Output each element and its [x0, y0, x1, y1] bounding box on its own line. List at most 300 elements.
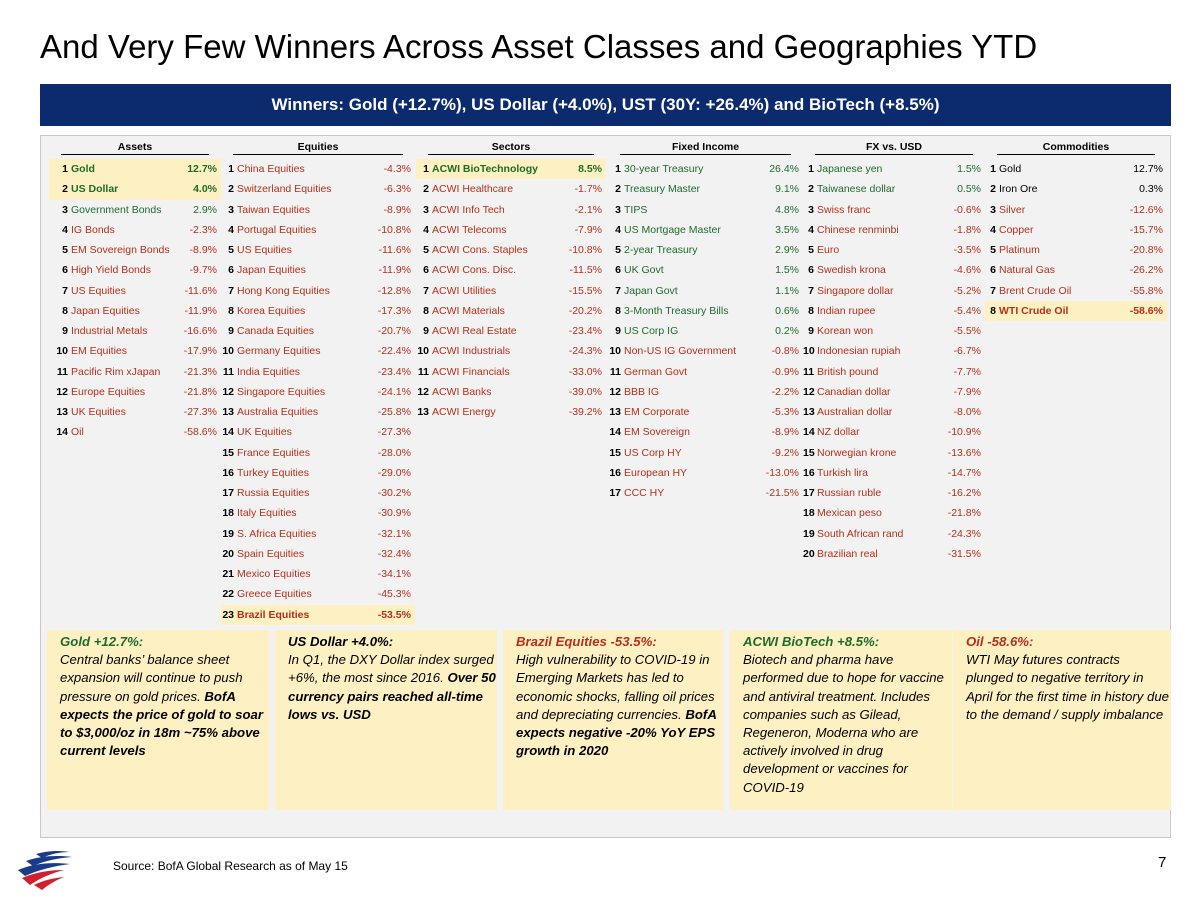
row-value: -13.6%: [947, 446, 981, 459]
ranking-row: [221, 443, 415, 463]
row-rank: 13: [417, 406, 429, 419]
row-name: Korea Equities: [237, 304, 306, 317]
ranking-row: [803, 382, 985, 402]
row-value: -22.4%: [377, 345, 411, 358]
note-emphasis: BofA expects negative -20% YoY EPS growth in 2020: [516, 706, 717, 759]
row-value: -5.2%: [953, 284, 981, 297]
row-rank: 5: [423, 244, 429, 257]
note-heading: Brazil Equities -53.5%:: [516, 634, 657, 649]
row-name: Silver: [999, 203, 1026, 216]
row-name: Japan Equities: [71, 304, 140, 317]
row-value: -7.9%: [574, 223, 602, 236]
row-name: EM Sovereign: [624, 426, 690, 439]
row-value: 2.9%: [775, 244, 799, 257]
row-name: ACWI Banks: [432, 385, 492, 398]
row-name: Taiwanese dollar: [817, 183, 896, 196]
ranking-row: [221, 159, 415, 179]
row-rank: 16: [609, 466, 621, 479]
ranking-row: [608, 159, 803, 179]
row-name: ACWI Telecoms: [432, 223, 507, 236]
ranking-row: [608, 240, 803, 260]
row-name: Singapore dollar: [817, 284, 894, 297]
row-rank: 21: [222, 568, 234, 581]
row-rank: 4: [808, 223, 814, 236]
row-name: ACWI Real Estate: [432, 325, 517, 338]
row-name: Iron Ore: [999, 183, 1038, 196]
ranking-row: [985, 179, 1167, 199]
row-name: UK Equities: [237, 426, 292, 439]
row-rank: 8: [808, 304, 814, 317]
row-value: -32.1%: [377, 527, 411, 540]
page-number: 7: [1158, 854, 1167, 871]
row-rank: 2: [615, 183, 621, 196]
ranking-row: [416, 159, 606, 179]
row-name: US Equities: [71, 284, 126, 297]
row-value: -16.6%: [183, 325, 217, 338]
ranking-row: [608, 301, 803, 321]
row-name: France Equities: [237, 446, 310, 459]
row-value: -11.6%: [378, 244, 411, 257]
row-rank: 3: [990, 203, 996, 216]
ranking-row: [803, 301, 985, 321]
note-sentence: WTI May futures contracts plunged to negative territory in April for the first time in history due to the demand / supply imbalance: [966, 652, 1170, 722]
ranking-row: [608, 260, 803, 280]
row-rank: 11: [609, 365, 621, 378]
row-value: -27.3%: [183, 406, 217, 419]
note-heading: ACWI BioTech +8.5%:: [743, 634, 880, 649]
note-body: [743, 651, 951, 797]
row-rank: 6: [808, 264, 814, 277]
row-rank: 12: [609, 385, 621, 398]
ranking-row: [803, 200, 985, 220]
row-value: 1.5%: [957, 163, 981, 176]
row-name: Gold: [71, 163, 95, 176]
row-value: -2.1%: [574, 203, 602, 216]
row-rank: 9: [808, 325, 814, 338]
row-name: Mexican peso: [817, 507, 882, 520]
row-name: Spain Equities: [237, 547, 305, 560]
row-name: Treasury Master: [624, 183, 701, 196]
row-name: Korean won: [817, 325, 874, 338]
row-value: -9.2%: [771, 446, 799, 459]
row-value: -58.6%: [183, 426, 217, 439]
row-value: -16.2%: [947, 487, 981, 500]
ranking-row: [221, 605, 415, 625]
ranking-row: [221, 544, 415, 564]
note-body: [60, 651, 268, 760]
ranking-row: [608, 422, 803, 442]
row-rank: 4: [228, 223, 234, 236]
row-rank: 19: [222, 527, 234, 540]
note-heading: US Dollar +4.0%:: [288, 634, 394, 649]
ranking-row: [416, 220, 606, 240]
row-name: Norwegian krone: [817, 446, 897, 459]
row-value: -39.2%: [568, 406, 602, 419]
ranking-row: [221, 463, 415, 483]
note-body: [966, 651, 1170, 724]
row-rank: 14: [609, 426, 621, 439]
row-rank: 22: [222, 588, 234, 601]
row-name: EM Sovereign Bonds: [71, 244, 170, 257]
row-value: 0.5%: [957, 183, 981, 196]
row-rank: 20: [803, 547, 815, 560]
ranking-row: [221, 321, 415, 341]
row-value: -21.8%: [183, 385, 217, 398]
row-value: 0.2%: [775, 325, 799, 338]
ranking-row: [49, 321, 221, 341]
row-name: Indonesian rupiah: [817, 345, 901, 358]
row-rank: 10: [417, 345, 429, 358]
row-name: US Mortgage Master: [624, 223, 721, 236]
ranking-row: [985, 301, 1167, 321]
row-rank: 17: [222, 487, 234, 500]
row-value: -8.9%: [189, 244, 217, 257]
row-rank: 14: [803, 426, 815, 439]
ranking-row: [416, 179, 606, 199]
row-value: 3.5%: [775, 223, 799, 236]
row-rank: 16: [222, 466, 234, 479]
row-value: -10.8%: [377, 223, 411, 236]
row-rank: 15: [222, 446, 234, 459]
row-name: Euro: [817, 244, 840, 257]
ranking-row: [985, 240, 1167, 260]
row-name: Mexico Equities: [237, 568, 311, 581]
row-rank: 5: [615, 244, 621, 257]
row-rank: 13: [609, 406, 621, 419]
row-name: Oil: [71, 426, 84, 439]
row-name: Italy Equities: [237, 507, 297, 520]
ranking-row: [416, 382, 606, 402]
row-name: Chinese renminbi: [817, 223, 899, 236]
note-heading: Gold +12.7%:: [60, 634, 144, 649]
row-value: -10.9%: [947, 426, 981, 439]
row-name: US Corp HY: [624, 446, 682, 459]
row-name: ACWI Healthcare: [432, 183, 514, 196]
row-name: ACWI Info Tech: [432, 203, 505, 216]
row-rank: 2: [228, 183, 234, 196]
row-rank: 6: [62, 264, 68, 277]
note-sentence: In Q1, the DXY Dollar index surged +6%, the most since 2016.: [288, 652, 494, 686]
row-value: -5.5%: [953, 325, 981, 338]
note-text: [516, 633, 722, 760]
row-name: ACWI Industrials: [432, 345, 511, 358]
row-name: European HY: [624, 466, 688, 479]
ranking-row: [608, 463, 803, 483]
row-rank: 2: [990, 183, 996, 196]
row-rank: 4: [62, 223, 68, 236]
row-name: Australian dollar: [817, 406, 893, 419]
row-rank: 7: [423, 284, 429, 297]
row-rank: 17: [803, 487, 815, 500]
row-name: British pound: [817, 365, 879, 378]
ranking-row: [803, 321, 985, 341]
row-name: Gold: [999, 163, 1022, 176]
row-value: -8.9%: [383, 203, 411, 216]
ranking-row: [608, 362, 803, 382]
row-rank: 19: [803, 527, 815, 540]
row-value: -31.5%: [947, 547, 981, 560]
row-rank: 12: [56, 385, 68, 398]
ranking-row: [803, 483, 985, 503]
row-name: Brazil Equities: [237, 608, 310, 621]
row-value: -20.8%: [1129, 244, 1163, 257]
row-value: -21.5%: [765, 487, 799, 500]
row-name: ACWI BioTechnology: [432, 163, 538, 176]
ranking-row: [49, 341, 221, 361]
row-rank: 3: [228, 203, 234, 216]
row-value: -20.2%: [568, 304, 602, 317]
row-rank: 9: [423, 325, 429, 338]
ranking-row: [221, 200, 415, 220]
ranking-row: [416, 362, 606, 382]
row-value: -24.3%: [568, 345, 602, 358]
row-value: -21.3%: [183, 365, 217, 378]
ranking-row: [985, 260, 1167, 280]
row-name: S. Africa Equities: [237, 527, 317, 540]
row-rank: 3: [615, 203, 621, 216]
row-rank: 8: [423, 304, 429, 317]
row-name: EM Equities: [71, 345, 128, 358]
ranking-row: [803, 341, 985, 361]
row-value: -15.7%: [1129, 223, 1163, 236]
row-name: UK Equities: [71, 406, 126, 419]
row-rank: 8: [990, 304, 996, 317]
row-rank: 5: [62, 244, 68, 257]
row-name: Pacific Rim xJapan: [71, 365, 161, 378]
ranking-row: [803, 544, 985, 564]
note-emphasis: BofA expects the price of gold to soar to $3,000/oz in 18m ~75% above current levels: [60, 688, 263, 759]
row-rank: 18: [803, 507, 815, 520]
row-value: -11.9%: [184, 304, 217, 317]
row-rank: 3: [423, 203, 429, 216]
row-value: -17.3%: [377, 304, 411, 317]
row-value: -6.3%: [383, 183, 411, 196]
ranking-row: [803, 260, 985, 280]
row-name: Brazilian real: [817, 547, 878, 560]
column-header: FX vs. USD: [815, 141, 973, 155]
row-value: 1.5%: [775, 264, 799, 277]
row-value: -20.7%: [377, 325, 411, 338]
row-name: Swiss franc: [817, 203, 871, 216]
row-value: -12.6%: [1129, 203, 1163, 216]
row-name: ACWI Financials: [432, 365, 510, 378]
column-header: Sectors: [428, 141, 594, 155]
row-rank: 13: [56, 406, 68, 419]
ranking-row: [416, 301, 606, 321]
row-value: -24.1%: [377, 385, 411, 398]
row-rank: 11: [56, 365, 68, 378]
ranking-row: [49, 422, 221, 442]
row-value: 12.7%: [1133, 163, 1163, 176]
row-value: 0.6%: [775, 304, 799, 317]
row-name: Japan Equities: [237, 264, 306, 277]
row-name: Japanese yen: [817, 163, 883, 176]
row-rank: 4: [615, 223, 621, 236]
row-value: -7.7%: [953, 365, 981, 378]
note-sentence: Central banks’ balance sheet expansion will continue to push pressure on gold prices.: [60, 652, 243, 704]
row-name: 3-Month Treasury Bills: [624, 304, 729, 317]
row-rank: 13: [803, 406, 815, 419]
row-name: US Corp IG: [624, 325, 679, 338]
row-value: -26.2%: [1129, 264, 1163, 277]
row-value: -15.5%: [568, 284, 602, 297]
row-rank: 5: [990, 244, 996, 257]
row-rank: 7: [615, 284, 621, 297]
row-rank: 8: [228, 304, 234, 317]
bofa-flag-logo-icon: [14, 848, 76, 892]
row-name: Swedish krona: [817, 264, 886, 277]
ranking-row: [985, 281, 1167, 301]
row-rank: 3: [808, 203, 814, 216]
row-rank: 10: [222, 345, 234, 358]
row-rank: 4: [990, 223, 996, 236]
row-name: Switzerland Equities: [237, 183, 332, 196]
row-name: Canada Equities: [237, 325, 315, 338]
ranking-row: [985, 220, 1167, 240]
row-value: -39.0%: [568, 385, 602, 398]
row-name: UK Govt: [624, 264, 664, 277]
ranking-row: [803, 240, 985, 260]
ranking-row: [803, 463, 985, 483]
row-value: 8.5%: [578, 163, 602, 176]
ranking-row: [985, 159, 1167, 179]
note-body: [516, 651, 722, 760]
row-value: -5.3%: [771, 406, 799, 419]
row-value: 2.9%: [193, 203, 217, 216]
ranking-row: [608, 402, 803, 422]
row-name: Greece Equities: [237, 588, 312, 601]
row-name: Non-US IG Government: [624, 345, 737, 358]
row-value: 9.1%: [775, 183, 799, 196]
note-text: [60, 633, 268, 760]
row-value: -9.7%: [189, 264, 217, 277]
ranking-row: [416, 200, 606, 220]
ranking-row: [416, 341, 606, 361]
row-name: TIPS: [624, 203, 648, 216]
row-name: ACWI Energy: [432, 406, 496, 419]
note-emphasis: Over 50 currency pairs reached all-time lows vs. USD: [288, 670, 496, 722]
ranking-row: [416, 240, 606, 260]
ranking-row: [49, 240, 221, 260]
row-rank: 9: [615, 325, 621, 338]
ranking-row: [221, 220, 415, 240]
row-value: 0.3%: [1139, 183, 1163, 196]
row-rank: 11: [803, 365, 815, 378]
row-rank: 3: [62, 203, 68, 216]
row-rank: 8: [62, 304, 68, 317]
ranking-row: [985, 200, 1167, 220]
row-rank: 7: [990, 284, 996, 297]
row-name: BBB IG: [624, 385, 660, 398]
row-value: -24.3%: [947, 527, 981, 540]
row-value: -11.6%: [184, 284, 217, 297]
row-name: US Equities: [237, 244, 292, 257]
row-value: -23.4%: [568, 325, 602, 338]
row-value: -0.8%: [771, 345, 799, 358]
row-name: Turkish lira: [817, 466, 868, 479]
row-name: NZ dollar: [817, 426, 860, 439]
row-value: -27.3%: [377, 426, 411, 439]
row-rank: 9: [228, 325, 234, 338]
ranking-row: [221, 240, 415, 260]
ranking-row: [803, 362, 985, 382]
ranking-row: [416, 402, 606, 422]
ranking-row: [49, 382, 221, 402]
ranking-row: [803, 281, 985, 301]
row-rank: 7: [228, 284, 234, 297]
ranking-row: [416, 260, 606, 280]
ranking-row: [608, 321, 803, 341]
ranking-row: [221, 503, 415, 523]
ranking-row: [221, 524, 415, 544]
ranking-row: [221, 382, 415, 402]
note-sentence: Biotech and pharma have performed due to hope for vaccine and antiviral treatment. Includes companies such as Gilead, Regeneron, Moderna who are actively involved in drug development or vaccines for COVID-19: [743, 652, 944, 795]
row-rank: 1: [990, 163, 996, 176]
row-value: -25.8%: [377, 406, 411, 419]
ranking-row: [49, 362, 221, 382]
row-value: 26.4%: [769, 163, 799, 176]
row-value: -1.8%: [953, 223, 981, 236]
row-value: 4.8%: [775, 203, 799, 216]
row-rank: 9: [62, 325, 68, 338]
row-value: -17.9%: [183, 345, 217, 358]
ranking-row: [49, 301, 221, 321]
row-rank: 13: [222, 406, 234, 419]
row-value: -4.3%: [383, 163, 411, 176]
ranking-row: [608, 443, 803, 463]
row-rank: 1: [808, 163, 814, 176]
row-name: EM Corporate: [624, 406, 690, 419]
row-rank: 6: [228, 264, 234, 277]
note-body: [288, 651, 496, 724]
row-rank: 12: [417, 385, 429, 398]
row-rank: 12: [222, 385, 234, 398]
note-heading: Oil -58.6%:: [966, 634, 1034, 649]
ranking-row: [49, 159, 221, 179]
row-name: 30-year Treasury: [624, 163, 704, 176]
row-name: Government Bonds: [71, 203, 162, 216]
ranking-row: [608, 281, 803, 301]
row-rank: 23: [222, 608, 234, 621]
note-text: [743, 633, 951, 797]
row-value: -32.4%: [377, 547, 411, 560]
ranking-row: [608, 179, 803, 199]
row-value: -28.0%: [377, 446, 411, 459]
ranking-row: [49, 281, 221, 301]
row-value: -14.7%: [947, 466, 981, 479]
row-value: -21.8%: [947, 507, 981, 520]
row-name: WTI Crude Oil: [999, 304, 1069, 317]
row-name: Brent Crude Oil: [999, 284, 1072, 297]
row-value: -30.9%: [377, 507, 411, 520]
ranking-row: [608, 341, 803, 361]
row-name: ACWI Utilities: [432, 284, 497, 297]
row-name: Turkey Equities: [237, 466, 309, 479]
row-rank: 14: [56, 426, 68, 439]
row-rank: 20: [222, 547, 234, 560]
column-header: Fixed Income: [620, 141, 791, 155]
row-value: -8.9%: [771, 426, 799, 439]
winners-banner: [40, 84, 1171, 126]
row-name: Industrial Metals: [71, 325, 148, 338]
source-note: Source: BofA Global Research as of May 15: [113, 859, 348, 873]
row-value: -8.0%: [953, 406, 981, 419]
row-rank: 5: [808, 244, 814, 257]
row-value: -3.5%: [953, 244, 981, 257]
row-rank: 4: [423, 223, 429, 236]
row-rank: 15: [803, 446, 815, 459]
note-text: [966, 633, 1170, 724]
